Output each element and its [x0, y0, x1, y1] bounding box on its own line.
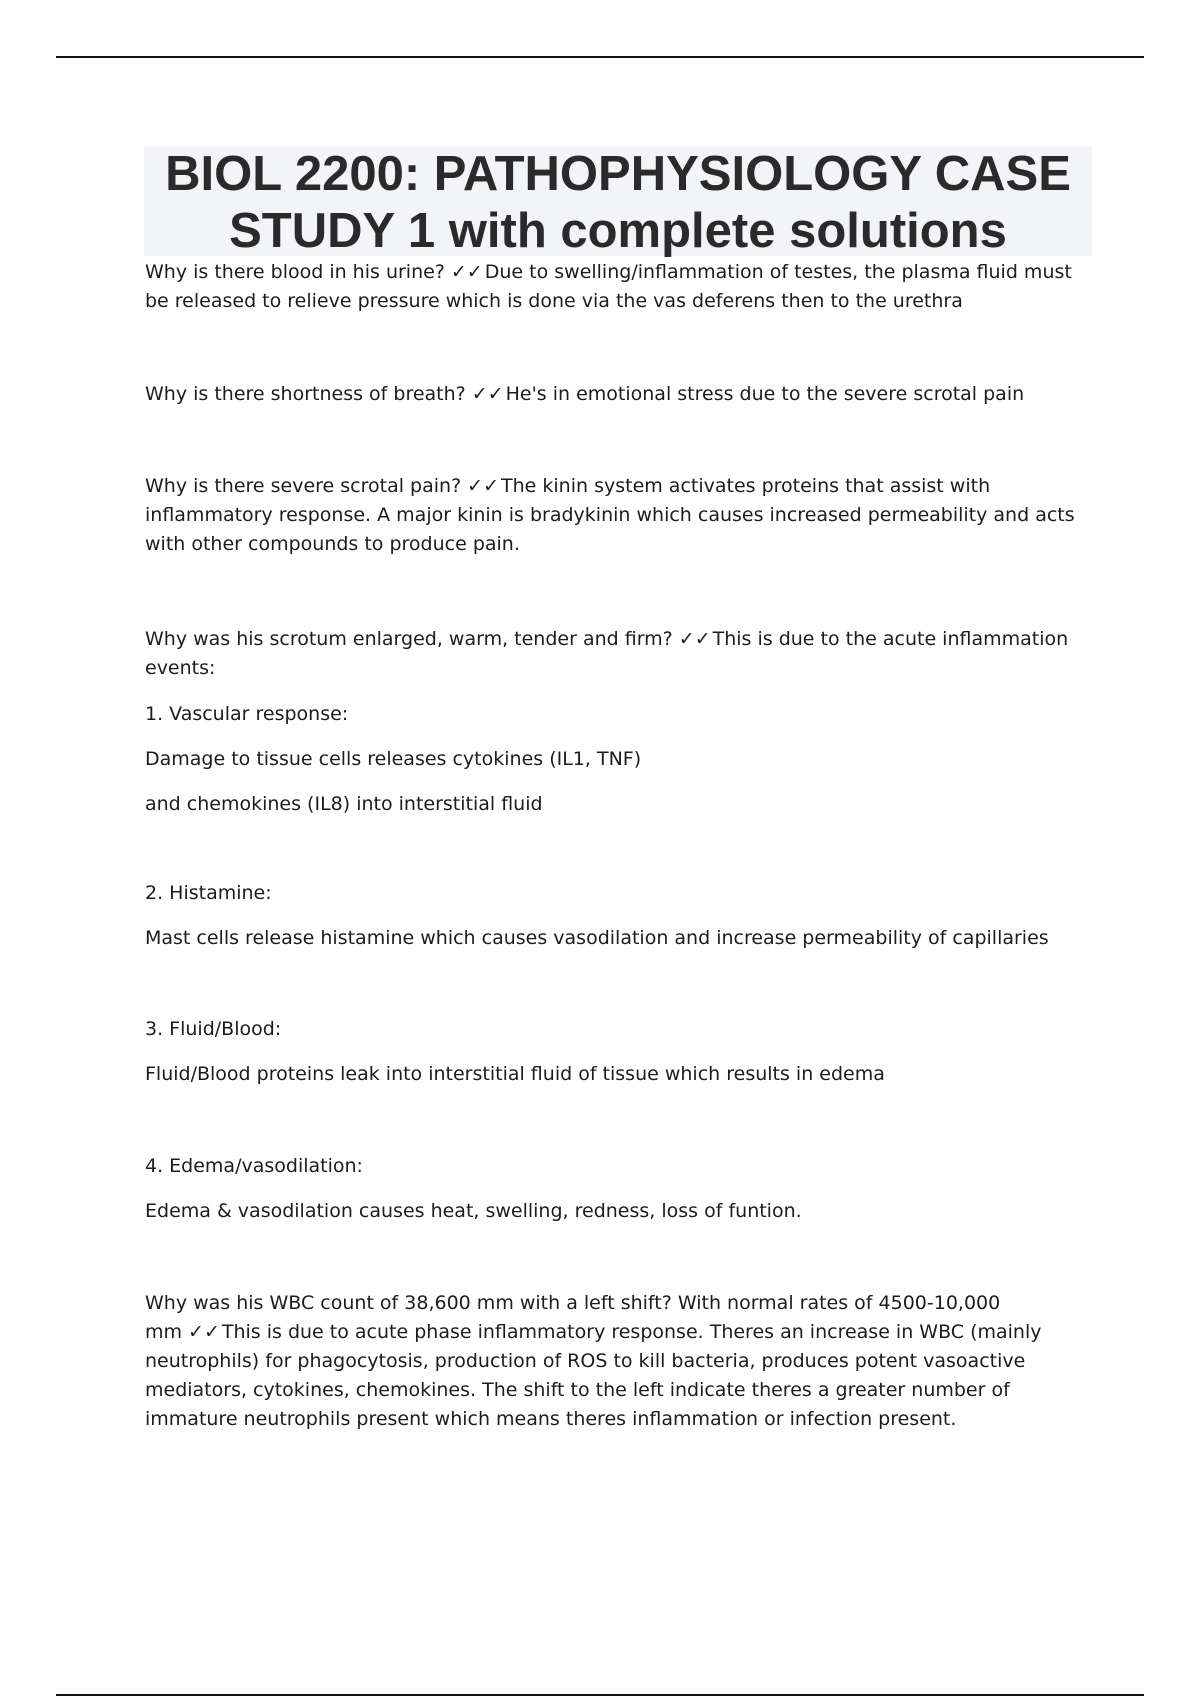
qa-item — [145, 625, 1085, 683]
check-icon: ✓✓ — [467, 475, 500, 497]
document-body — [145, 258, 1085, 1434]
step-heading: 1. Vascular response: — [145, 703, 349, 725]
answer-text: Due to swelling/inflammation of testes, the plasma fluid must be released to relieve pressure which is done via the vas deferens then to the urethra — [145, 261, 1072, 312]
step-text: Damage to tissue cells releases cytokines (IL1, TNF) — [145, 748, 642, 770]
question-text: Why was his WBC count of 38,600 mm with a left shift? With normal rates of 4500-10,000 mm — [145, 1292, 1001, 1343]
answer-text: The kinin system activates proteins that assist with inflammatory response. A major kinin is bradykinin which causes increased permeability and acts with other compounds to produce pain. — [145, 475, 1075, 555]
qa-item — [145, 472, 1085, 559]
question-text: Why is there shortness of breath? — [145, 383, 466, 405]
answer-text: This is due to the acute inflammation events: — [145, 628, 1069, 679]
bottom-rule — [56, 1694, 1144, 1696]
check-icon: ✓✓ — [450, 261, 483, 283]
step-text: Mast cells release histamine which causes vasodilation and increase permeability of capillaries — [145, 927, 1049, 949]
step-heading: 3. Fluid/Blood: — [145, 1018, 282, 1040]
step-heading: 4. Edema/vasodilation: — [145, 1155, 363, 1177]
step-text: and chemokines (IL8) into interstitial fluid — [145, 793, 543, 815]
step-heading: 2. Histamine: — [145, 882, 272, 904]
qa-item — [145, 258, 1085, 316]
qa-item — [145, 1289, 1085, 1434]
document-title: BIOL 2200: PATHOPHYSIOLOGY CASE STUDY 1 with complete solutions — [165, 147, 1071, 258]
answer-text: He's in emotional stress due to the severe scrotal pain — [505, 383, 1025, 405]
title-block — [144, 146, 1092, 256]
top-rule — [56, 56, 1144, 58]
check-icon: ✓✓ — [471, 383, 504, 405]
question-text: Why is there blood in his urine? — [145, 261, 445, 283]
qa-item — [145, 380, 1085, 409]
step-text: Edema & vasodilation causes heat, swelling, redness, loss of funtion. — [145, 1200, 802, 1222]
check-icon: ✓✓ — [188, 1321, 220, 1343]
check-icon: ✓✓ — [678, 628, 711, 650]
question-text: Why is there severe scrotal pain? — [145, 475, 462, 497]
step-text: Fluid/Blood proteins leak into interstitial fluid of tissue which results in edema — [145, 1063, 885, 1085]
question-text: Why was his scrotum enlarged, warm, tender and firm? — [145, 628, 673, 650]
answer-text: This is due to acute phase inflammatory response. Theres an increase in WBC (mainly neutrophils) for phagocytosis, production of ROS to kill bacteria, produces potent vasoactive mediators, cytokines, chemokines. The shift to the left indicate theres a greater number of immature neutrophils present which means theres inflammation or infection present. — [145, 1321, 1042, 1430]
